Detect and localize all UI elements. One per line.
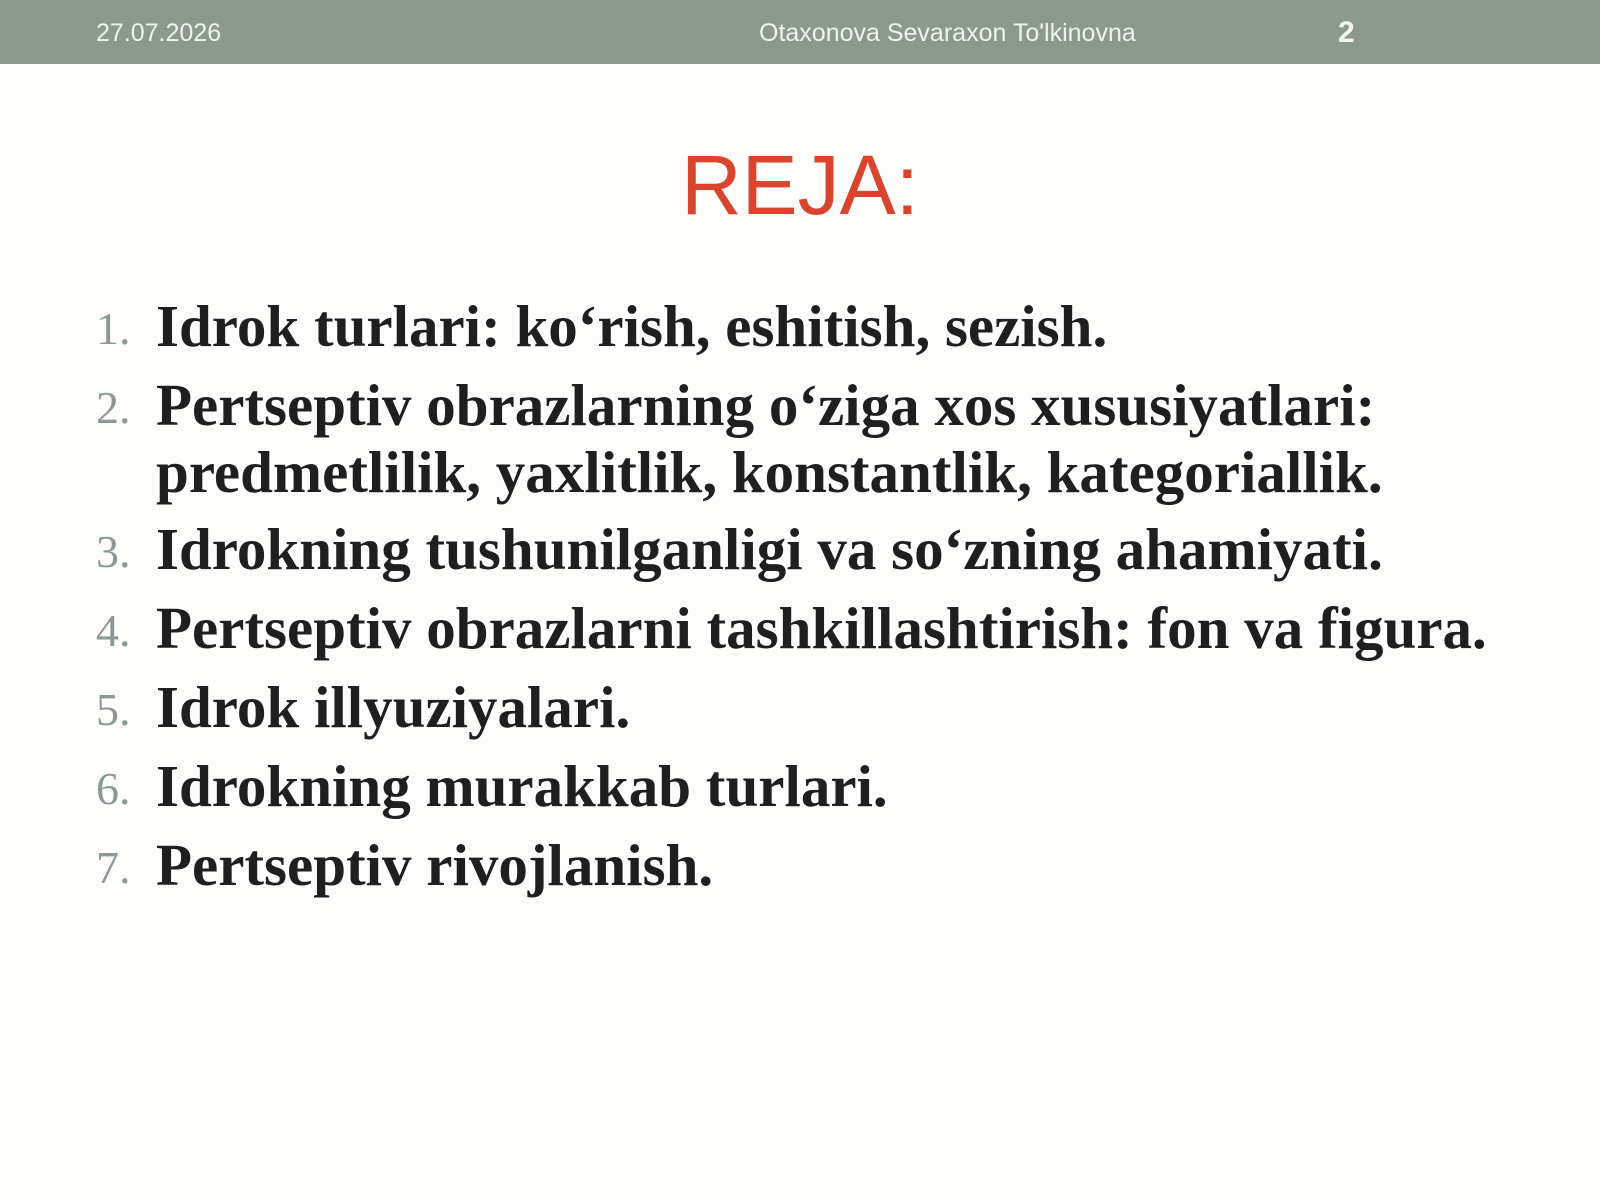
plan-item-text: Idrokning murakkab turlari. xyxy=(156,753,888,819)
plan-item-text: Idrok turlari: ko‘rish, eshitish, sezish. xyxy=(156,293,1108,359)
plan-item-2 xyxy=(96,372,1566,506)
slide-author: Otaxonova Sevaraxon To'lkinovna xyxy=(759,19,1136,47)
plan-item-3 xyxy=(96,516,1566,585)
slide-page-number: 2 xyxy=(1338,16,1355,49)
plan-item-text: Pertseptiv obrazlarning o‘ziga xos xususiyatlari: predmetlilik, yaxlitlik, konstantlik, kategoriallik. xyxy=(156,372,1383,505)
plan-item-number: 4. xyxy=(96,605,131,656)
header-bar xyxy=(0,0,1600,64)
plan-list xyxy=(96,293,1566,911)
plan-item-number: 1. xyxy=(96,303,131,354)
slide-date: 27.07.2026 xyxy=(96,19,222,47)
plan-item-4 xyxy=(96,595,1566,664)
slide-title: REJA: xyxy=(680,138,920,232)
plan-item-5 xyxy=(96,674,1566,743)
plan-item-text: Pertseptiv rivojlanish. xyxy=(156,832,714,898)
plan-item-number: 6. xyxy=(96,763,131,814)
plan-item-number: 3. xyxy=(96,526,131,577)
plan-item-7 xyxy=(96,832,1566,901)
plan-item-number: 5. xyxy=(96,684,131,735)
plan-item-number: 2. xyxy=(96,382,131,433)
plan-item-text: Idrokning tushunilganligi va so‘zning ahamiyati. xyxy=(156,516,1383,582)
plan-item-text: Pertseptiv obrazlarni tashkillashtirish: fon va figura. xyxy=(156,595,1487,661)
plan-item-1 xyxy=(96,293,1566,362)
plan-item-6 xyxy=(96,753,1566,822)
plan-item-text: Idrok illyuziyalari. xyxy=(156,674,631,740)
plan-item-number: 7. xyxy=(96,842,131,893)
